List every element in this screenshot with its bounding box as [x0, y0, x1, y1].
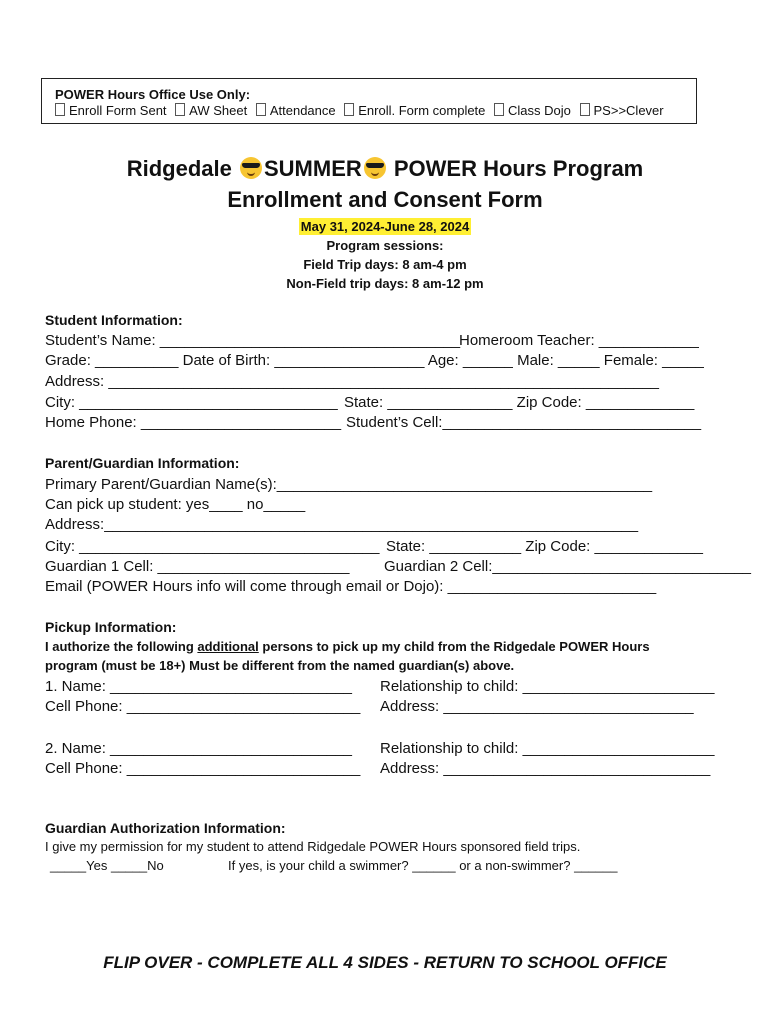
program-dates-line	[0, 219, 770, 234]
pickup-authorization-text-2: program (must be 18+) Must be different from the named guardian(s) above.	[45, 658, 515, 673]
program-dates: May 31, 2024-June 28, 2024	[300, 219, 470, 234]
checkbox-icon[interactable]	[494, 103, 504, 116]
guardian-auth-heading: Guardian Authorization Information:	[45, 820, 286, 836]
program-sessions-label: Program sessions:	[326, 238, 444, 253]
checkbox-ps-clever[interactable]: PS>>Clever	[580, 103, 664, 118]
homeroom-teacher-field[interactable]: Homeroom Teacher: ____________	[459, 332, 699, 349]
office-use-title: POWER Hours Office Use Only:	[55, 87, 251, 102]
guardian-1-cell-field[interactable]: Guardian 1 Cell: _______________________	[45, 558, 350, 575]
footer-instruction: FLIP OVER - COMPLETE ALL 4 SIDES - RETURN TO SCHOOL OFFICE	[103, 953, 667, 972]
parent-city-field[interactable]: City: ____________________________________	[45, 538, 380, 555]
home-phone-field[interactable]: Home Phone: ________________________	[45, 414, 342, 431]
checkbox-enroll-form-complete[interactable]: Enroll. Form complete	[344, 103, 485, 118]
checkbox-icon[interactable]	[175, 103, 185, 116]
pickup-2-cell-field[interactable]: Cell Phone: ____________________________	[45, 760, 361, 777]
checkbox-enroll-form-sent[interactable]: Enroll Form Sent	[55, 103, 167, 118]
pickup-authorization-text: I authorize the following additional persons to pick up my child from the Ridgedale POWER Hours	[45, 639, 650, 654]
checkbox-icon[interactable]	[580, 103, 590, 116]
student-name-field[interactable]: Student’s Name: ____________________________________	[45, 332, 461, 349]
checkbox-icon[interactable]	[344, 103, 354, 116]
page-subtitle: Enrollment and Consent Form	[227, 187, 543, 212]
office-use-checklist	[55, 102, 696, 120]
pickup-1-cell-field[interactable]: Cell Phone: ____________________________	[45, 698, 361, 715]
guardian-2-cell-field[interactable]: Guardian 2 Cell:_______________________________	[384, 558, 752, 575]
email-field[interactable]: Email (POWER Hours info will come through email or Dojo): _________________________	[45, 578, 657, 595]
pickup-info-heading: Pickup Information:	[45, 619, 177, 635]
student-info-heading: Student Information:	[45, 312, 183, 328]
grade-dob-age-gender-field[interactable]: Grade: __________ Date of Birth: __________________ Age: ______ Male: _____ Female: _____	[45, 352, 704, 369]
checkbox-icon[interactable]	[55, 103, 65, 116]
parent-address-field[interactable]: Address:________________________________________________________________	[45, 516, 639, 533]
swimmer-field[interactable]: If yes, is your child a swimmer? ______ or a non-swimmer? ______	[228, 858, 618, 873]
parent-state-zip-field[interactable]: State: ___________ Zip Code: _____________	[386, 538, 703, 555]
pickup-1-address-field[interactable]: Address: ______________________________	[380, 698, 694, 715]
office-use-box	[41, 78, 697, 124]
checkbox-attendance[interactable]: Attendance	[256, 103, 336, 118]
sunglasses-emoji-icon	[364, 157, 386, 179]
checkbox-icon[interactable]	[256, 103, 266, 116]
pickup-2-name-field[interactable]: 2. Name: _____________________________	[45, 740, 352, 757]
primary-guardian-name-field[interactable]: Primary Parent/Guardian Name(s):_____________________________________________	[45, 476, 653, 493]
pickup-2-relationship-field[interactable]: Relationship to child: _______________________	[380, 740, 715, 757]
pickup-1-relationship-field[interactable]: Relationship to child: _______________________	[380, 678, 715, 695]
sunglasses-emoji-icon	[240, 157, 262, 179]
field-trip-days: Field Trip days: 8 am-4 pm	[303, 257, 467, 272]
parent-info-heading: Parent/Guardian Information:	[45, 455, 240, 471]
student-city-field[interactable]: City: _______________________________	[45, 394, 338, 411]
non-field-trip-days: Non-Field trip days: 8 am-12 pm	[286, 276, 484, 291]
checkbox-aw-sheet[interactable]: AW Sheet	[175, 103, 247, 118]
student-address-field[interactable]: Address: __________________________________________________________________	[45, 373, 659, 390]
pickup-1-name-field[interactable]: 1. Name: _____________________________	[45, 678, 352, 695]
pickup-2-address-field[interactable]: Address: ________________________________	[380, 760, 711, 777]
student-state-zip-field[interactable]: State: _______________ Zip Code: _____________	[344, 394, 695, 411]
field-trip-yes-no-field[interactable]: _____Yes _____No	[50, 858, 164, 873]
field-trip-permission-text: I give my permission for my student to attend Ridgedale POWER Hours sponsored field trips.	[45, 839, 581, 854]
can-pickup-field[interactable]: Can pick up student: yes____ no_____	[45, 496, 306, 513]
student-cell-field[interactable]: Student’s Cell:_______________________________	[346, 414, 702, 431]
checkbox-class-dojo[interactable]: Class Dojo	[494, 103, 571, 118]
page-title: Ridgedale SUMMER POWER Hours Program	[126, 156, 644, 181]
